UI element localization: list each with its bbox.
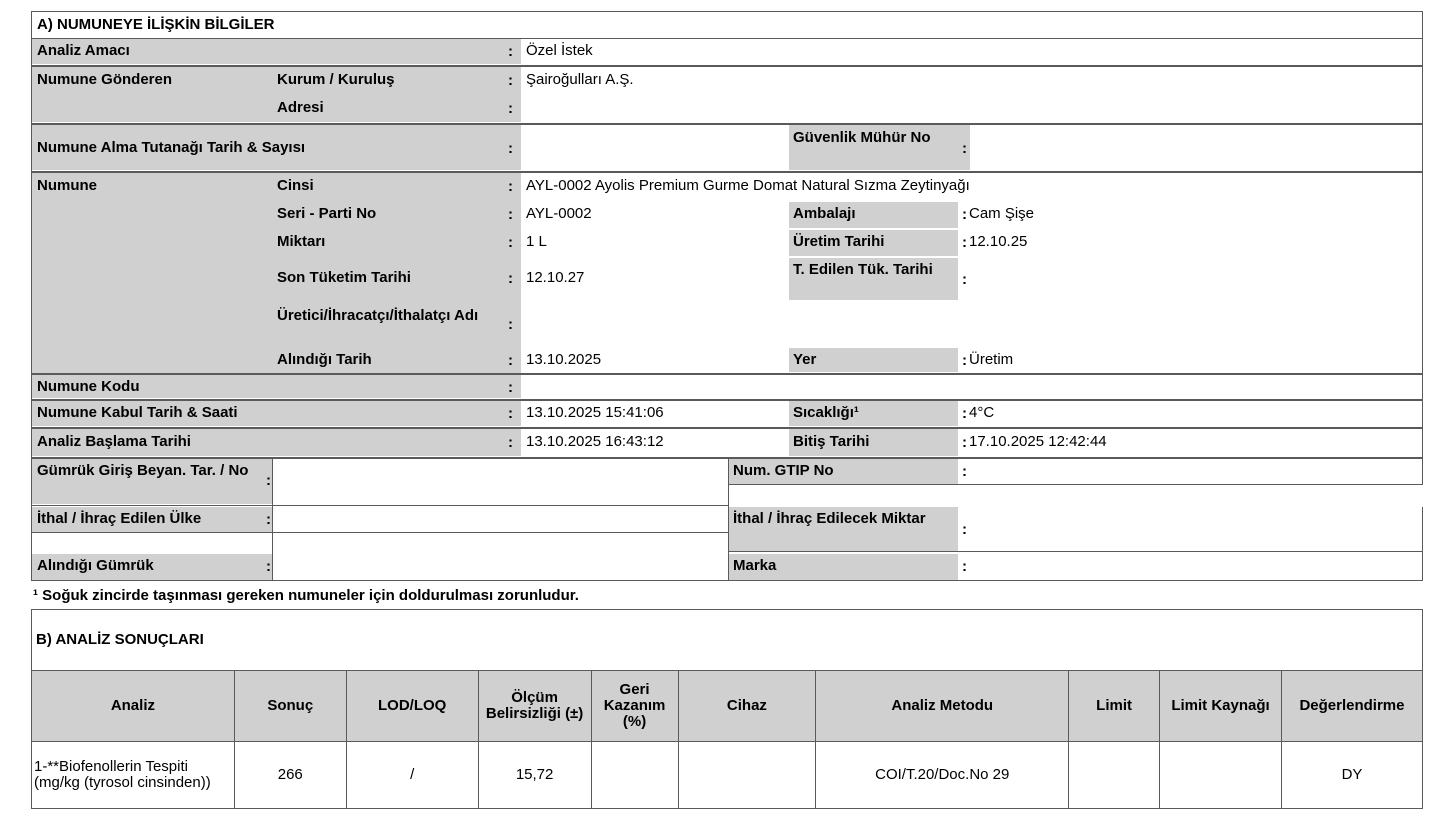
kabul-label: Numune Kabul Tarih & Saati — [37, 404, 238, 421]
ambalaj-label: Ambalajı — [793, 205, 856, 222]
col-geri-kazanim: Geri Kazanım (%) — [591, 671, 678, 742]
col-limit: Limit — [1069, 671, 1160, 742]
tutanak-label: Numune Alma Tutanağı Tarih & Sayısı — [37, 139, 306, 156]
table-row — [32, 742, 1423, 809]
yer-label: Yer — [793, 351, 817, 368]
colon: : — [962, 271, 967, 288]
uretim-label: Üretim Tarihi — [793, 233, 885, 250]
results-table — [31, 670, 1423, 809]
colon: : — [508, 178, 513, 195]
section-a-title: A) NUMUNEYE İLİŞKİN BİLGİLER — [37, 16, 275, 33]
cell-geri-kazanim — [591, 742, 678, 809]
numune-label: Numune — [37, 177, 97, 194]
cell-limit-kaynagi — [1160, 742, 1282, 809]
cinsi-value: AYL-0002 Ayolis Premium Gurme Domat Natural Sızma Zeytinyağı — [526, 177, 970, 194]
numune-kodu-label: Numune Kodu — [37, 378, 140, 395]
gtip-label: Num. GTIP No — [733, 462, 834, 479]
colon: : — [508, 379, 513, 396]
uretici-label: Üretici/İhracatçı/İthalatçı Adı — [277, 307, 479, 324]
col-limit-kaynagi: Limit Kaynağı — [1160, 671, 1282, 742]
tett-label: T. Edilen Tük. Tarihi — [793, 261, 933, 278]
gumruk-beyan-label: Gümrük Giriş Beyan. Tar. / No — [37, 462, 249, 479]
colon: : — [508, 206, 513, 223]
ithal-miktar-label: İthal / İhraç Edilecek Miktar — [733, 510, 926, 527]
kurum-label: Kurum / Kuruluş — [277, 71, 395, 88]
bitis-label: Bitiş Tarihi — [793, 433, 870, 450]
miktar-value: 1 L — [526, 233, 547, 250]
muhur-label: Güvenlik Mühür No — [793, 129, 931, 146]
sicaklik-value: 4°C — [969, 404, 995, 421]
colon: : — [508, 434, 513, 451]
colon: : — [962, 234, 967, 251]
colon: : — [266, 472, 271, 489]
colon: : — [962, 206, 967, 223]
colon: : — [508, 270, 513, 287]
section-b-title: B) ANALİZ SONUÇLARI — [36, 631, 204, 648]
analiz-amaci-label: Analiz Amacı — [37, 42, 130, 59]
colon: : — [266, 558, 271, 575]
cell-analiz-metodu: COI/T.20/Doc.No 29 — [816, 742, 1069, 809]
marka-label: Marka — [733, 557, 777, 574]
kabul-value: 13.10.2025 15:41:06 — [526, 404, 664, 421]
col-analiz: Analiz — [32, 671, 235, 742]
footnote: ¹ Soğuk zincirde taşınması gereken numuneler için doldurulması zorunludur. — [33, 587, 579, 604]
cell-lod-loq: / — [346, 742, 478, 809]
col-sonuc: Sonuç — [234, 671, 346, 742]
col-lod-loq: LOD/LOQ — [346, 671, 478, 742]
cell-belirsizlik: 15,72 — [478, 742, 591, 809]
colon: : — [508, 100, 513, 117]
skt-value: 12.10.27 — [526, 269, 585, 286]
cell-sonuc: 266 — [234, 742, 346, 809]
cinsi-label: Cinsi — [277, 177, 314, 194]
adres-label: Adresi — [277, 99, 324, 116]
ambalaj-value: Cam Şişe — [969, 205, 1035, 222]
seri-label: Seri - Parti No — [277, 205, 377, 222]
alindigi-tarih-label: Alındığı Tarih — [277, 351, 372, 368]
kurum-value: Şairoğulları A.Ş. — [526, 71, 634, 88]
gumruk-label: Alındığı Gümrük — [37, 557, 154, 574]
cell-cihaz — [678, 742, 816, 809]
section-b-title-box — [31, 609, 1423, 671]
ithal-ulke-label: İthal / İhraç Edilen Ülke — [37, 510, 202, 527]
skt-label: Son Tüketim Tarihi — [277, 269, 411, 286]
bitis-value: 17.10.2025 12:42:44 — [969, 433, 1107, 450]
colon: : — [508, 72, 513, 89]
colon: : — [962, 521, 967, 538]
col-analiz-metodu: Analiz Metodu — [816, 671, 1069, 742]
analiz-amaci-value: Özel İstek — [526, 42, 593, 59]
seri-value: AYL-0002 — [526, 205, 592, 222]
colon: : — [508, 234, 513, 251]
colon: : — [962, 140, 967, 157]
cell-limit — [1069, 742, 1160, 809]
results-header-row — [32, 671, 1423, 742]
yer-value: Üretim — [969, 351, 1014, 368]
colon: : — [962, 405, 967, 422]
colon: : — [962, 352, 967, 369]
colon: : — [962, 558, 967, 575]
col-cihaz: Cihaz — [678, 671, 816, 742]
col-belirsizlik: Ölçüm Belirsizliği (±) — [478, 671, 591, 742]
cell-degerlendirme: DY — [1281, 742, 1422, 809]
numune-gonderen-label: Numune Gönderen — [37, 71, 173, 88]
uretim-value: 12.10.25 — [969, 233, 1028, 250]
colon: : — [962, 463, 967, 480]
colon: : — [508, 43, 513, 60]
colon: : — [508, 352, 513, 369]
cell-analiz: 1-**Biofenollerin Tespiti (mg/kg (tyrosol cinsinden)) — [32, 742, 235, 809]
col-degerlendirme: Değerlendirme — [1281, 671, 1422, 742]
baslama-value: 13.10.2025 16:43:12 — [526, 433, 664, 450]
sicaklik-label: Sıcaklığı¹ — [793, 404, 859, 421]
colon: : — [962, 434, 967, 451]
colon: : — [508, 316, 513, 333]
colon: : — [266, 511, 271, 528]
colon: : — [508, 140, 513, 157]
colon: : — [508, 405, 513, 422]
alindigi-tarih-value: 13.10.2025 — [526, 351, 602, 368]
baslama-label: Analiz Başlama Tarihi — [37, 433, 191, 450]
miktar-label: Miktarı — [277, 233, 326, 250]
